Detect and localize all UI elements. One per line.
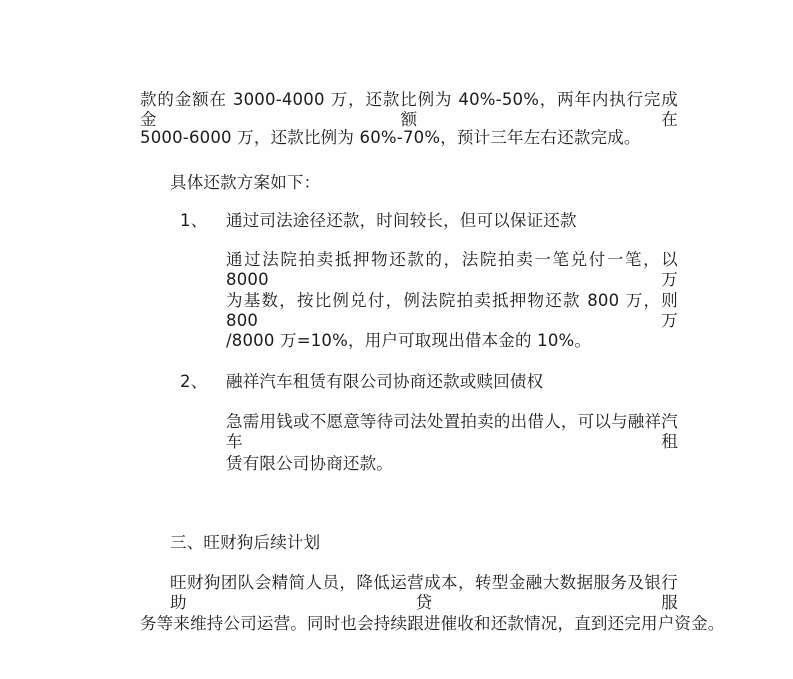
intro-line-2: 5000-6000 万，还款比例为 60%-70%，预计三年左右还款完成。 xyxy=(140,128,641,147)
plan-item-1-number: 1、 xyxy=(180,211,208,230)
section-3-line-1: 旺财狗团队会精简人员，降低运营成本，转型金融大数据服务及银行助贷服 xyxy=(170,573,678,612)
plan-item-2-body-line-1: 急需用钱或不愿意等待司法处置拍卖的出借人，可以与融祥汽车租 xyxy=(226,412,678,451)
plan-item-1-body-line-1: 通过法院拍卖抵押物还款的，法院拍卖一笔兑付一笔，以 8000 万 xyxy=(226,250,678,289)
plan-item-1-title: 通过司法途径还款，时间较长，但可以保证还款 xyxy=(226,211,577,230)
plan-item-2-body-line-2: 赁有限公司协商还款。 xyxy=(226,454,393,473)
section-3-heading: 三、旺财狗后续计划 xyxy=(170,533,321,552)
plan-item-2-title: 融祥汽车租赁有限公司协商还款或赎回债权 xyxy=(226,372,544,391)
section-3-line-2: 务等来维持公司运营。同时也会持续跟进催收和还款情况，直到还完用户资金。 xyxy=(140,614,725,633)
plan-item-1-body-line-3: /8000 万=10%，用户可取现出借本金的 10%。 xyxy=(226,331,592,350)
intro-line-1: 款的金额在 3000-4000 万，还款比例为 40%-50%，两年内执行完成金额在 xyxy=(140,90,678,129)
plan-intro: 具体还款方案如下： xyxy=(170,173,321,192)
plan-item-1-body-line-2: 为基数，按比例兑付，例法院拍卖抵押物还款 800 万，则 800 万 xyxy=(226,291,678,330)
plan-item-2-number: 2、 xyxy=(180,372,208,391)
